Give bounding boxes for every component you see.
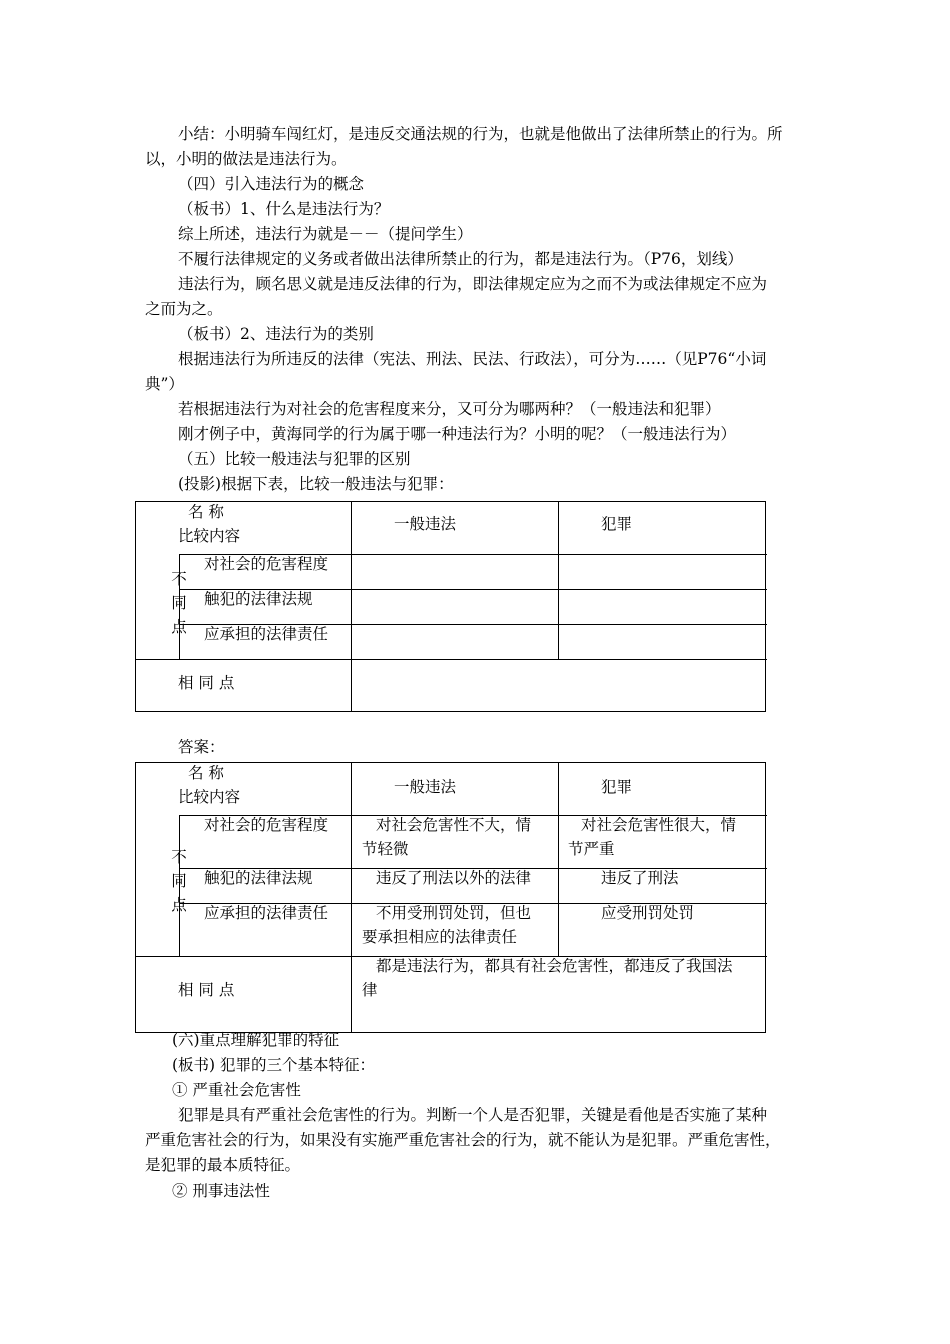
row-label: 应承担的法律责任 — [204, 625, 329, 643]
answer-cell: 违反了刑法 — [601, 869, 679, 887]
comparison-table-blank — [135, 501, 766, 712]
paragraph-line: 严重危害社会的行为，如果没有实施严重危害社会的行为，就不能认为是犯罪。严重危害性， — [145, 1131, 781, 1149]
paragraph-line: ① 严重社会危害性 — [172, 1081, 301, 1099]
answer-cell: 节轻微 — [362, 840, 409, 858]
paragraph-line: 综上所述，违法行为就是－－（提问学生） — [178, 225, 473, 243]
row-label: 对社会的危害程度 — [204, 555, 329, 573]
answer-cell: 节严重 — [568, 840, 615, 858]
column-general-violation: 一般违法 — [394, 515, 457, 533]
row-label: 触犯的法律法规 — [204, 590, 313, 608]
paragraph-line: （板书）2、违法行为的类别 — [178, 325, 374, 343]
answer-label: 答案： — [178, 738, 225, 756]
header-name: 名 称 — [188, 503, 224, 521]
row-label: 触犯的法律法规 — [204, 869, 313, 887]
paragraph-line: 以，小明的做法是违法行为。 — [145, 150, 347, 168]
same-label: 相 同 点 — [178, 674, 235, 692]
paragraph-line: 违法行为，顾名思义就是违反法律的行为，即法律规定应为之而不为或法律规定不应为 — [178, 275, 768, 293]
section-heading: （五）比较一般违法与犯罪的区别 — [178, 450, 411, 468]
answer-cell: 不用受刑罚处罚，但也 — [376, 904, 532, 922]
column-general-violation: 一般违法 — [394, 778, 457, 796]
column-crime: 犯罪 — [601, 778, 633, 796]
diff-label: 不同点 — [171, 570, 187, 636]
diff-label: 不同点 — [171, 848, 187, 914]
paragraph-line: (投影)根据下表，比较一般违法与犯罪： — [178, 475, 454, 493]
answer-cell: 应受刑罚处罚 — [601, 904, 695, 922]
row-label: 应承担的法律责任 — [204, 904, 329, 922]
comparison-table-answer — [135, 762, 766, 1033]
paragraph-line: 之而为之。 — [145, 300, 223, 318]
paragraph-line: ② 刑事违法性 — [172, 1182, 270, 1200]
paragraph-line: 根据违法行为所违反的法律（宪法、刑法、民法、行政法），可分为……（见P76“小词 — [178, 350, 767, 368]
section-heading: (六)重点理解犯罪的特征 — [172, 1031, 340, 1049]
same-label: 相 同 点 — [178, 981, 235, 999]
answer-cell: 对社会危害性很大，情 — [581, 816, 737, 834]
section-heading: （四）引入违法行为的概念 — [178, 175, 365, 193]
header-content: 比较内容 — [178, 788, 241, 806]
same-answer: 律 — [362, 981, 378, 999]
row-label: 对社会的危害程度 — [204, 816, 329, 834]
answer-cell: 对社会危害性不大，情 — [376, 816, 532, 834]
header-name: 名 称 — [188, 764, 224, 782]
same-answer: 都是违法行为，都具有社会危害性，都违反了我国法 — [376, 957, 733, 975]
paragraph-line: 典”） — [145, 375, 184, 393]
paragraph-line: 是犯罪的最本质特征。 — [145, 1156, 301, 1174]
paragraph-line: 不履行法律规定的义务或者做出法律所禁止的行为，都是违法行为。（P76，划线） — [178, 250, 743, 268]
paragraph-line: 刚才例子中，黄海同学的行为属于哪一种违法行为？小明的呢？（一般违法行为） — [178, 425, 737, 443]
paragraph-line: （板书）1、什么是违法行为？ — [178, 200, 390, 218]
paragraph-line: (板书) 犯罪的三个基本特征： — [172, 1056, 376, 1074]
answer-cell: 要承担相应的法律责任 — [362, 928, 518, 946]
column-crime: 犯罪 — [601, 515, 633, 533]
paragraph-line: 若根据违法行为对社会的危害程度来分，又可分为哪两种？（一般违法和犯罪） — [178, 400, 721, 418]
answer-cell: 违反了刑法以外的法律 — [376, 869, 532, 887]
paragraph-line: 小结：小明骑车闯红灯，是违反交通法规的行为，也就是他做出了法律所禁止的行为。所 — [178, 125, 783, 143]
header-content: 比较内容 — [178, 527, 241, 545]
paragraph-line: 犯罪是具有严重社会危害性的行为。判断一个人是否犯罪，关键是看他是否实施了某种 — [178, 1106, 768, 1124]
